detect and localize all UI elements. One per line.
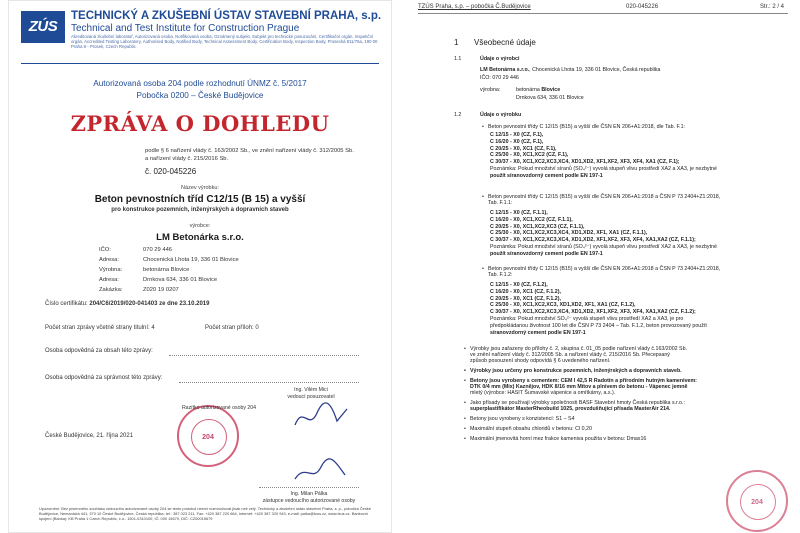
detail-row: IČO: 070 29 446 — [99, 247, 173, 253]
header-divider — [21, 63, 379, 64]
authorized-body-line: Autorizovaná osoba 204 podle rozhodnutí ÚNMZ č. 5/2017 — [93, 79, 307, 88]
report-number: č. 020-045226 — [145, 167, 197, 176]
page-header-company: TZÚS Praha, s.p. – pobočka Č.Budějovice — [418, 4, 531, 10]
report-cover-page — [8, 0, 392, 533]
company-line: LM Betonárna s.r.o., Chocenická Lhota 19, 336 01 Blovice, Česká republika — [480, 67, 661, 73]
authorized-body-stamp-p2: 204 — [726, 470, 788, 532]
group-3-lines: C 12/15 - X0 (CZ, F.1.2), C 16/20 - X0, XC1 (CZ, F.1.2), C 20/25 - X0, XC1 (CZ, F.1.2), C 25/30 - X0, XC1,XC2,XC3, XD1,XD2, XF1, XA1 (CZ, F.1.2), C 30/37 - X0, XC1,XC2,XC3,XC4, XD1,XD2, XF1,XF2, XF3, XF4, XA1,XA2 (CZ, F.1.2); Poznámka: Pokud množství SO₄²⁻ vyvolá stupeň vlivu prostředí XA2 a XA3, je pro předpokládanou životnost 100 let dle ČSN P 73 2404 – Tab. F.1.2, beton provozovaný použít síranovzdorný cement podle EN 197-1 — [490, 282, 707, 336]
group-2-intro: • Beton pevnostní třídy C 12/15 (B15) a vyšší dle ČSN EN 206+A1:2018 a ČSN P 73 2404+Z1:2018, Tab. F.1.1: — [488, 194, 720, 206]
stamp-caption: Razítko autorizované osoby 204 — [181, 405, 257, 411]
approving-person-label: Osoba odpovědná za správnost této zprávy: — [45, 375, 163, 381]
group-1-lines: C 12/15 - X0 (CZ, F.1), C 16/20 - X0 (CZ, F.1), C 20/25 - X0, XC1 (CZ, F.1), C 25/30 - X0, XC1,XC2 (CZ, F.1), C 30/37 - X0, XC1,XC2,XC3,XC4, XD1,XD2, XF1,XF2, XF3, XF4, XA1 (CZ, F.1); Poznámka: Pokud množství síranů (SO₄²⁻) vyvolá stupeň vlivu prostředí XA2 a XA3, je nezbytné použít síranovzdorný cement podle EN 197-1 — [490, 132, 717, 179]
page-header-page-number: Str.: 2 / 4 — [759, 4, 784, 10]
group-2-lines: C 12/15 - X0 (CZ, F.1.1), C 16/20 - X0, XC1,XC2 (CZ, F.1.1), C 20/25 - X0, XC1,XC2,XC3 (CZ, F.1.1), C 25/30 - X0, XC1,XC2,XC3,XC4, XD1,XD2, XF1, XA1 (CZ, F.1.1), C 30/37 - X0, XC1,XC2,XC3,XC4, XD1,XD2, XF1,XF2, XF3, XF4, XA1,XA2 (CZ, F.1.1); Poznámka: Pokud množství síranů (SO₄²⁻) vyvolá stupeň vlivu prostředí XA2 a XA3, je nezbytné použít síranovzdorný cement podle EN 197-1 — [490, 210, 717, 257]
detail-row: Adresa: Chocenická Lhota 19, 336 01 Blovice — [99, 257, 239, 263]
group-1-intro: • Beton pevnostní třídy C 12/15 (B15) a vyšší dle ČSN EN 206+A1:2018, dle Tab. F.1: — [488, 124, 685, 130]
plant-name: betonárna Blovice — [516, 87, 561, 93]
bullet-chlorides: • Maximální stupeň obsahu chloridů v betonu: Cl 0,20 — [470, 426, 592, 432]
signature-1 — [291, 401, 351, 433]
bullet-classification: • Výrobky jsou zařazeny do přílohy č. 2, skupina č. 01_05 podle nařízení vlády č.163/2002 Sb. ve znění nařízení vlády č. 312/2005 Sb. a nařízení vlády č. 215/2016 Sb. Přecepsaný způsob posouzení shody odpovídá § 6 uvedeného nařízení. — [470, 346, 687, 364]
report-page-2 — [408, 0, 800, 533]
report-title: ZPRÁVA O DOHLEDU — [70, 111, 330, 136]
subsection-1-2: 1.2 Údaje o výrobku — [454, 112, 522, 118]
bullet-cement: • Betony jsou vyrobeny s cementem: CEM I 42,5 R Radotín a přírodním hutným kamenivem: DTK 0/4 mm (Mix) Kaznějov, HDK 8/16 mm Mítov a plnivem do betonu - Vápenec jemně mletý (výrobce: HASIT Šumavské vápenice a omítkárny, a.s.). — [470, 378, 697, 396]
responsible-person-label: Osoba odpovědná za obsah této zprávy: — [45, 348, 153, 354]
plant-address: Drnkova 634, 336 01 Blovice — [516, 95, 584, 101]
institute-accreditation: Akreditovaná zkušební laboratoř, Autorizovaná osoba, Notifikovaná osoba, Oznámený subjekt, Subjekt pro technické posuzování, Certifikační orgán, Inspekční orgán, Accredited Testing Laboratory, Authorised Body, Notified Body, Technical Assessment Body, Certification Body, Inspection Body, Prosecká 811/76a, 190 00 Praha 9 - Prosek, Czech Republic — [71, 34, 378, 50]
authorized-body-stamp: 204 — [177, 405, 239, 467]
signer-1-name: Ing. Vilém Mici — [294, 387, 328, 393]
product-name: Beton pevnostních tříd C12/15 (B 15) a vyšší — [94, 194, 306, 205]
dotted-line — [169, 355, 359, 356]
institute-name-cz: TECHNICKÝ A ZKUŠEBNÍ ÚSTAV STAVEBNÍ PRAHA, s.p. — [71, 10, 382, 22]
plant-label: výrobna: — [480, 87, 501, 93]
subsection-1-1: 1.1 Údaje o výrobci — [454, 56, 520, 62]
manufacturer-label: výrobce: — [189, 223, 211, 229]
signer-1-role: vedoucí posuzovatel — [287, 394, 335, 400]
bullet-usage: • Výrobky jsou určeny pro konstrukce pozemních, inženýrských a dopravních staveb. — [470, 368, 682, 374]
bullet-aggregate: • Maximální jmenovitá horní mez frakce kameniva použita v betonu: Dmax16 — [470, 436, 646, 442]
legal-basis-line-1: podle § 6 nařízení vlády č. 163/2002 Sb., ve znění nařízení vlády č. 312/2005 Sb. — [145, 148, 354, 154]
dotted-line — [259, 487, 359, 488]
section-heading: 1 Všeobecné údaje — [454, 38, 536, 47]
tzus-logo: ZÚS — [21, 11, 65, 43]
detail-row: Výrobna: betonárna Blovice — [99, 267, 190, 273]
header-divider — [418, 13, 788, 14]
bullet-consistency: • Betony jsou vyrobeny s konzistencí: S1 – S4 — [470, 416, 575, 422]
annex-count: Počet stran příloh: 0 — [205, 325, 259, 331]
place-date: České Budějovice, 21. října 2021 — [45, 433, 134, 439]
legal-basis — [145, 147, 354, 163]
signer-3-name: Ing. Milan Pálka — [290, 491, 328, 497]
page-header-report-no: 020-045226 — [626, 4, 659, 10]
signer-3-role: zástupce vedoucího autorizované osoby — [262, 498, 356, 504]
signature-2 — [291, 457, 351, 487]
company-ico: IČO: 070 29 446 — [480, 75, 519, 81]
certificate-number: Číslo certifikátu: 204/C6/2019/020-041403 ze dne 23.10.2019 — [45, 301, 210, 307]
detail-row: Zakázka: Z020 19 0207 — [99, 287, 179, 293]
institute-name-en: Technical and Test Institute for Construction Prague — [71, 23, 300, 34]
group-3-intro: • Beton pevnostní třídy C 12/15 (B15) a vyšší dle ČSN EN 206+A1:2018 a ČSN P 73 2404+Z1:2018, Tab. F.1.2: — [488, 266, 720, 278]
dotted-line — [179, 382, 359, 383]
detail-row: Adresa: Drnkova 634, 336 01 Blovice — [99, 277, 218, 283]
manufacturer-name: LM Betonárka s.r.o. — [156, 232, 244, 243]
product-name-label: Název výrobku: — [181, 185, 219, 191]
bullet-admixtures: • Jako přísady se používají výrobky společnosti BASF Stavební hmoty Česká republika s.r.o.: superplastifikátor MasterRheobuild 1025, provzdušňující přísada MasterAir 214. — [470, 400, 685, 412]
product-subtitle: pro konstrukce pozemních, inženýrských a dopravních staveb — [111, 207, 289, 213]
branch-line: Pobočka 0200 – České Budějovice — [136, 91, 264, 100]
page-count: Počet stran zprávy včetně strany titulní: 4 — [45, 325, 155, 331]
footer-notice: Upozornění: Bez písemného souhlasu vedoucího autorizované osoby 204 se tento protokol nesmí rozmnožovat jinak než celý. Technický a zkušební ústav stavební Praha, s. p., pobočka České Budějovice, Nemanická 441, 370 10 České Budějovice, Česká republika, tel.: 387 023 211, Fax: +420 387 220 664, Internet: +420 387 320 943, e-mail: palka@tzus.cz, www.tzus.cz. Bankovní spojení (Banka): KB Praha 1 Czech Republic, č.ú.: 1501-0310100, IČ: 000 15679, DIČ: CZ00015679 — [39, 506, 371, 522]
legal-basis-line-2: a nařízení vlády č. 215/2016 Sb. — [145, 156, 229, 162]
